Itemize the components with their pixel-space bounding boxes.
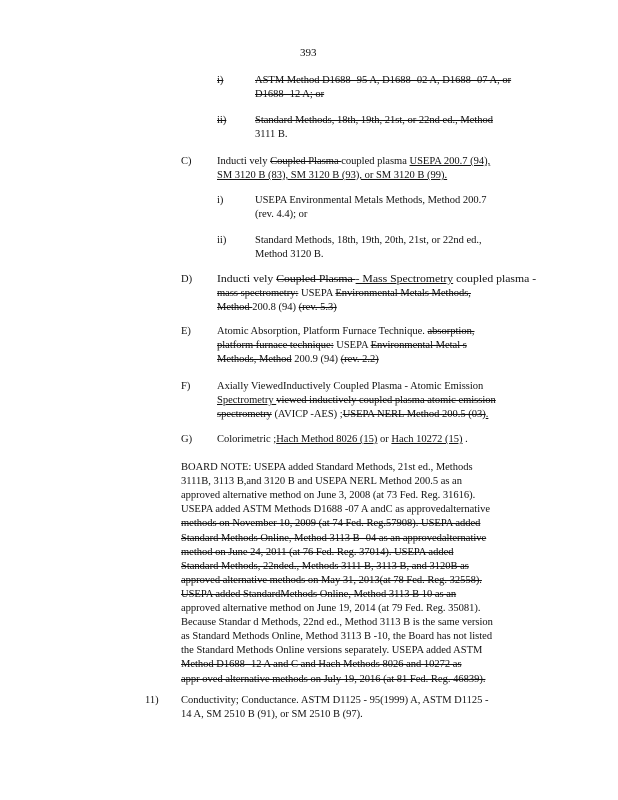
text-span: USEPA added ASTM Methods D1688 -07 A andC as approvedalternative (181, 504, 491, 516)
text-line (255, 208, 307, 221)
struck-text: appr oved alternative methods on July 19, 2016 (at 81 Fed. Reg. 46839). (181, 673, 486, 685)
text-span: Atomic Absorption, Platform Furnace Technique. (217, 326, 428, 337)
text-line (217, 155, 490, 168)
text-span: Method 3120 B. (255, 249, 324, 260)
list-marker: i) (217, 195, 224, 206)
struck-text: (rev. 2.2) (340, 354, 379, 365)
list-marker: F) (181, 381, 191, 392)
struck-text: Methods, Method (217, 354, 292, 365)
text-line (217, 380, 483, 393)
text-line (255, 248, 324, 261)
list-marker: E) (181, 326, 191, 337)
inserted-text: Spectrometry (217, 395, 277, 406)
list-marker: 11) (145, 695, 159, 706)
struck-text: mass spectrometry: (217, 288, 299, 299)
text-line (181, 708, 363, 721)
struck-text: USEPA NERL Method 200.5 (03) (342, 409, 486, 420)
text-span: 3111B, 3113 B,and 3120 B and USEPA NERL Method 200.5 as an (181, 476, 462, 488)
struck-text: Environmental Metals Methods, (335, 288, 471, 299)
inserted-text: SM 3120 B (83), SM 3120 B (93), or SM 3120 B (99). (217, 170, 448, 181)
text-span: Inducti vely (217, 156, 271, 167)
text-span: 3111 B. (255, 129, 288, 140)
list-marker: C) (181, 156, 192, 167)
text-line (181, 644, 482, 657)
text-line (217, 394, 496, 407)
text-line (255, 114, 493, 127)
text-line (217, 273, 536, 286)
struck-text: Method (217, 302, 253, 313)
page-number: 393 (300, 47, 317, 59)
struck-text: methods on November 10, 2009 (at 74 Fed. Reg.57908). USEPA added (181, 518, 481, 530)
struck-text: Coupled Plasma (270, 156, 342, 167)
text-span: coupled plasma - (453, 274, 537, 285)
list-marker: i) (217, 75, 224, 86)
list-marker: D) (181, 274, 193, 285)
text-line (217, 433, 468, 446)
text-line (217, 325, 474, 338)
text-line (255, 128, 287, 141)
struck-text: Method D1688 -12 A and C and Hach Methods 8026 and 10272 as (181, 659, 462, 671)
text-span: 200.8 (94) (252, 302, 299, 313)
text-span: Axially ViewedInductively Coupled Plasma - Atomic Emission (217, 381, 484, 392)
struck-text: (rev. 5.3) (298, 302, 337, 313)
text-span: USEPA (298, 288, 336, 299)
text-line (181, 517, 480, 530)
struck-text: viewed inductively coupled plasma atomic emission (276, 395, 496, 406)
struck-text: absorption, (427, 326, 475, 337)
text-line (181, 546, 454, 559)
text-span: Standard Methods, 18th, 19th, 20th, 21st, or 22nd ed., (255, 235, 482, 246)
text-line (181, 574, 482, 587)
text-span: (rev. 4.4); or (255, 209, 308, 220)
text-span: as Standard Methods Online, Method 3113 B -10, the Board has not listed (181, 631, 493, 643)
text-line (181, 694, 489, 707)
text-line (217, 301, 337, 314)
struck-text: Environmental Metal s (370, 340, 467, 351)
struck-text: Coupled Plasma (276, 274, 356, 285)
text-span: Colorimetric ; (217, 434, 277, 445)
struck-text: Standard Methods, 18th, 19th, 21st, or 22nd ed., Method (255, 115, 493, 126)
list-marker: G) (181, 434, 193, 445)
text-line (255, 194, 486, 207)
inserted-text: . (485, 409, 489, 420)
text-line (255, 88, 324, 101)
text-line (181, 475, 462, 488)
text-line (181, 588, 456, 601)
struck-text: ASTM Method D1688 -95 A, D1688 -02 A, D1688 -07 A, or (255, 75, 512, 86)
text-line (255, 234, 482, 247)
inserted-text: Hach Method 8026 (15) (276, 434, 378, 445)
text-span: Conductivity; Conductance. ASTM D1125 - 95(1999) A, ASTM D1125 - (181, 695, 489, 706)
text-line (181, 503, 490, 516)
text-span: coupled plasma (341, 156, 410, 167)
text-line (217, 339, 467, 352)
text-span: the Standard Methods Online versions separately. USEPA added ASTM (181, 645, 483, 657)
text-line (255, 74, 511, 87)
text-line (181, 616, 493, 629)
text-span: . (462, 434, 468, 445)
text-span: 14 A, SM 2510 B (91), or SM 2510 B (97). (181, 709, 363, 720)
text-line (181, 602, 480, 615)
text-line (181, 658, 462, 671)
text-line (181, 630, 492, 643)
struck-text: spectrometry (217, 409, 272, 420)
inserted-text: - Mass Spectrometry (355, 274, 454, 285)
text-span: 200.9 (94) (291, 354, 341, 365)
text-line (181, 560, 469, 573)
text-line (181, 532, 486, 545)
text-span: or (377, 434, 392, 445)
text-span: (AVICP -AES) ; (271, 409, 343, 420)
struck-text: platform furnace technique: (217, 340, 334, 351)
struck-text: method on June 24, 2011 (at 76 Fed. Reg. 37014). USEPA added (181, 546, 454, 558)
text-line (181, 489, 475, 502)
struck-text: Standard Methods Online, Method 3113 B -04 as an approvedalternative (181, 532, 487, 544)
text-span: USEPA (333, 340, 371, 351)
text-line (217, 287, 471, 300)
struck-text: USEPA added StandardMethods Online, Method 3113 B 10 as an (181, 588, 457, 600)
text-line (217, 408, 488, 421)
struck-text: approved alternative methods on May 31, 2013(at 78 Fed. Reg. 32558). (181, 574, 482, 586)
text-line (181, 461, 473, 474)
text-span: Because Standar d Methods, 22nd ed., Method 3113 B is the same version (181, 617, 493, 629)
text-span: BOARD NOTE: USEPA added Standard Methods, 21st ed., Methods (181, 462, 473, 473)
inserted-text: USEPA 200.7 (94), (409, 156, 491, 167)
text-line (181, 673, 485, 686)
struck-text: D1688 -12 A; or (255, 89, 325, 100)
list-marker: ii) (217, 115, 227, 126)
struck-text: Standard Methods, 22nded., Methods 3111 B, 3113 B, and 3120B as (181, 560, 469, 572)
text-span: approved alternative method on June 3, 2008 (at 73 Fed. Reg. 31616). (181, 490, 476, 502)
text-line (217, 353, 379, 366)
text-span: USEPA Environmental Metals Methods, Method 200.7 (255, 195, 487, 206)
inserted-text: Hach 10272 (15) (391, 434, 463, 445)
text-span: approved alternative method on June 19, 2014 (at 79 Fed. Reg. 35081). (181, 603, 481, 614)
text-span: Inducti vely (217, 274, 277, 285)
text-line (217, 169, 447, 182)
list-marker: ii) (217, 235, 227, 246)
